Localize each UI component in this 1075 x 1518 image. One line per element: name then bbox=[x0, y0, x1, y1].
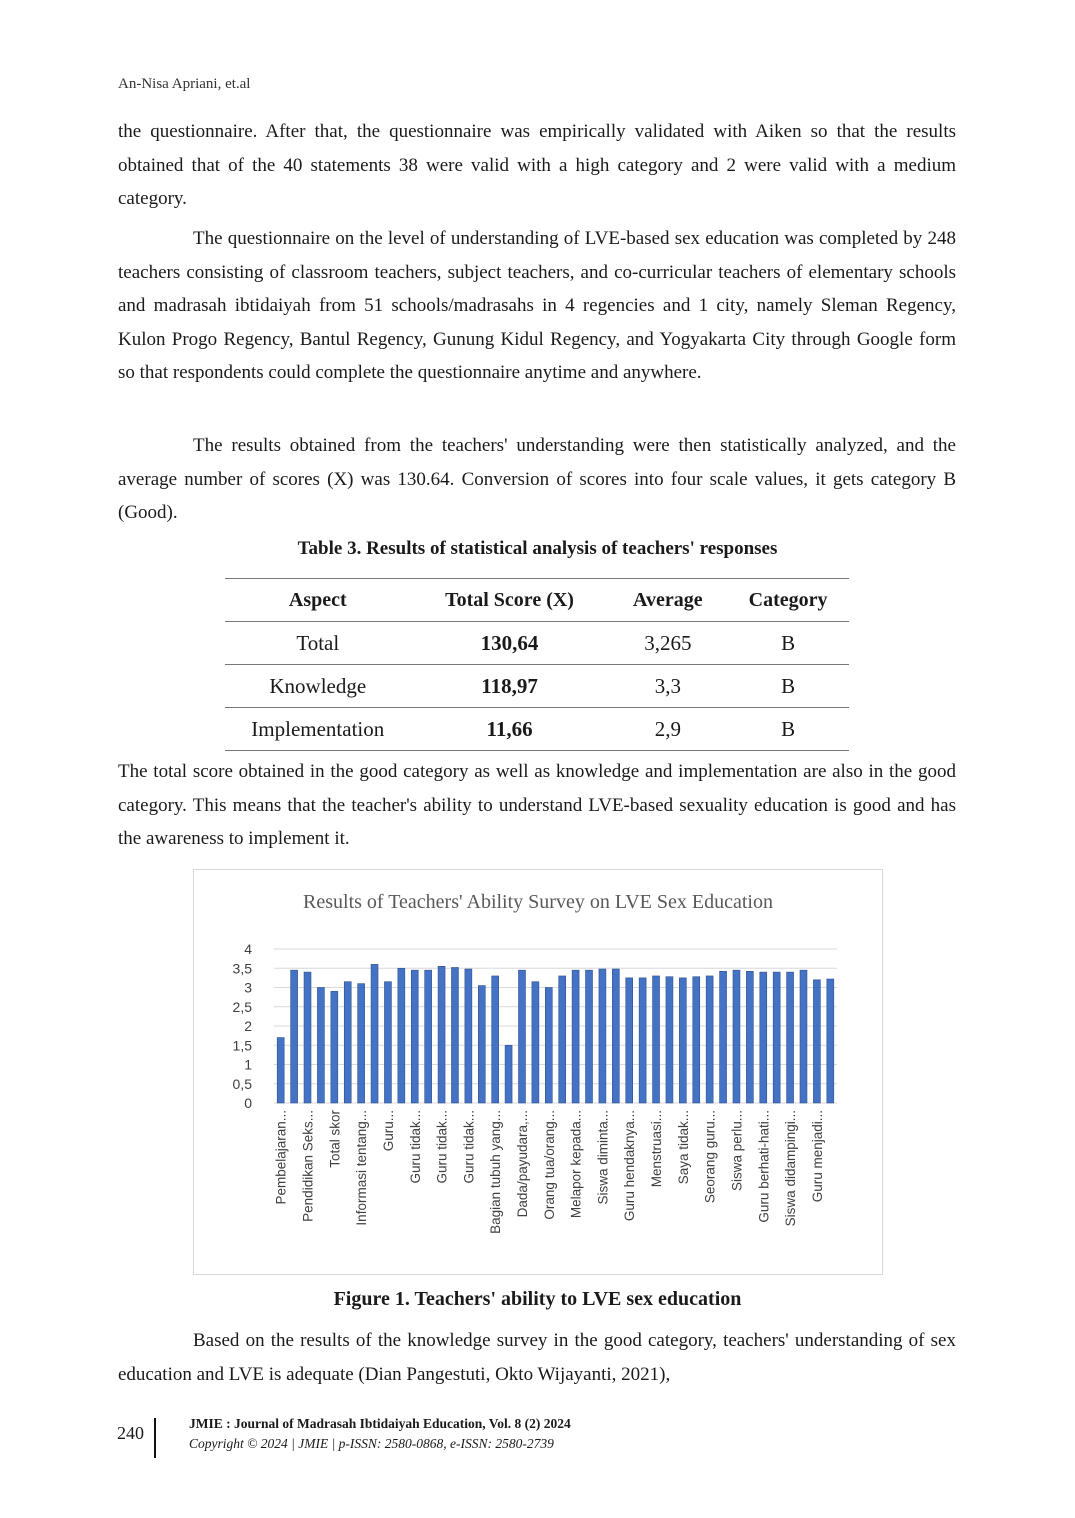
table-cell: Total bbox=[225, 622, 411, 665]
bar bbox=[277, 1038, 284, 1103]
x-tick-label: Guru tidak... bbox=[461, 1110, 477, 1184]
paragraph-3: The results obtained from the teachers' understanding were then statistically analyzed, and the average number of scores (X) was 130.64. Conversion of scores into four scale values, it gets category B (Good). bbox=[118, 435, 956, 523]
x-tick-label: Pendidikan Seks... bbox=[300, 1110, 316, 1222]
bar bbox=[626, 978, 633, 1103]
figure-caption: Figure 1. Teachers' ability to LVE sex education bbox=[333, 1288, 742, 1310]
table-cell: Implementation bbox=[225, 708, 411, 751]
paragraph-5: Based on the results of the knowledge survey in the good category, teachers' understanding of sex education and LVE is adequate (Dian Pangestuti, Okto Wijayanti, 2021), bbox=[118, 1330, 956, 1385]
bar bbox=[545, 988, 552, 1104]
table-cell: Knowledge bbox=[225, 665, 411, 708]
x-tick-label: Siswa diminta... bbox=[595, 1110, 611, 1205]
bar bbox=[451, 967, 458, 1103]
y-tick-label: 3,5 bbox=[232, 960, 252, 977]
x-tick-label: Menstruasi... bbox=[649, 1110, 665, 1188]
y-tick-label: 3 bbox=[244, 979, 252, 996]
bar bbox=[639, 978, 646, 1103]
table-cell: 3,3 bbox=[609, 665, 728, 708]
bar bbox=[693, 977, 700, 1103]
table-cell: B bbox=[727, 665, 849, 708]
bar bbox=[827, 979, 834, 1103]
x-tick-label: Orang tua/orang... bbox=[541, 1110, 557, 1220]
table-cell: 3,265 bbox=[609, 622, 728, 665]
table-cell: B bbox=[727, 708, 849, 751]
bar bbox=[478, 986, 485, 1103]
bar bbox=[787, 972, 794, 1103]
y-tick-label: 4 bbox=[244, 941, 252, 957]
x-tick-label: Informasi tentang... bbox=[354, 1110, 370, 1226]
bar bbox=[371, 964, 378, 1103]
table-header-cell: Total Score (X) bbox=[411, 579, 609, 622]
bar bbox=[304, 972, 311, 1103]
paragraph-1: the questionnaire. After that, the questionnaire was empirically validated with Aiken so that the results obtained that of the 40 statements 38 were valid with a high category and 2 were valid with a medium category. bbox=[118, 121, 956, 209]
bar bbox=[746, 971, 753, 1103]
table-header-cell: Aspect bbox=[225, 579, 411, 622]
table-cell: 130,64 bbox=[411, 622, 609, 665]
bar bbox=[706, 976, 713, 1103]
x-tick-label: Guru menjadi... bbox=[809, 1110, 825, 1203]
x-tick-label: Melapor kepada... bbox=[568, 1110, 584, 1219]
bar bbox=[465, 969, 472, 1103]
bar bbox=[733, 970, 740, 1103]
bar-chart bbox=[193, 869, 883, 1275]
table-cell: 2,9 bbox=[609, 708, 728, 751]
y-tick-label: 0 bbox=[244, 1095, 252, 1111]
running-head: An-Nisa Apriani, et.al bbox=[118, 76, 251, 92]
chart-title: Results of Teachers' Ability Survey on LVE Sex Education bbox=[303, 891, 773, 913]
footer-copyright: Copyright © 2024 | JMIE | p-ISSN: 2580-0868, e-ISSN: 2580-2739 bbox=[189, 1436, 554, 1451]
bar bbox=[679, 978, 686, 1103]
bar bbox=[398, 968, 405, 1103]
y-tick-label: 2 bbox=[244, 1018, 252, 1034]
bar bbox=[519, 970, 526, 1103]
paragraph-2: The questionnaire on the level of understanding of LVE-based sex education was completed by 248 teachers consisting of classroom teachers, subject teachers, and co-curricular teachers of elementary schools and madrasah ibtidaiyah from 51 schools/madrasahs in 4 regencies and 1 city, namely Sleman Regency, Kulon Progo Regency, Bantul Regency, Gunung Kidul Regency, and Yogyakarta City through Google form so that respondents could complete the questionnaire anytime and anywhere. bbox=[118, 228, 956, 383]
bar bbox=[358, 984, 365, 1103]
bar bbox=[411, 970, 418, 1103]
bar bbox=[800, 970, 807, 1103]
statistics-table bbox=[225, 578, 849, 751]
paragraph-4: The total score obtained in the good category as well as knowledge and implementation are also in the good category. This means that the teacher's ability to understand LVE-based sexuality education is good and has the awareness to implement it. bbox=[118, 761, 956, 849]
y-tick-label: 1,5 bbox=[232, 1037, 252, 1054]
y-tick-label: 1 bbox=[244, 1056, 252, 1073]
x-tick-label: Seorang guru... bbox=[702, 1110, 718, 1204]
x-tick-label: Siswa didampingi... bbox=[783, 1110, 799, 1227]
chart-svg bbox=[194, 870, 882, 1274]
x-tick-label: Guru berhati-hati... bbox=[756, 1110, 772, 1223]
bar bbox=[773, 972, 780, 1103]
table-row bbox=[225, 665, 849, 708]
bar bbox=[760, 972, 767, 1103]
x-tick-label: Guru... bbox=[380, 1110, 396, 1152]
table-row bbox=[225, 708, 849, 751]
x-tick-label: Guru hendaknya... bbox=[622, 1110, 638, 1222]
x-tick-label: Siswa perlu... bbox=[729, 1110, 745, 1192]
table-header-row bbox=[225, 579, 849, 622]
table-cell: 118,97 bbox=[411, 665, 609, 708]
bar bbox=[572, 970, 579, 1103]
x-tick-label: Dada/payudara,... bbox=[514, 1110, 530, 1218]
table-title: Table 3. Results of statistical analysis of teachers' responses bbox=[297, 538, 778, 559]
table-header-cell: Average bbox=[609, 579, 728, 622]
footer-divider bbox=[154, 1418, 156, 1458]
bar bbox=[612, 969, 619, 1103]
bar bbox=[599, 969, 606, 1103]
page-number: 240 bbox=[117, 1423, 144, 1443]
bar bbox=[438, 966, 445, 1103]
bar bbox=[559, 976, 566, 1103]
table-header-cell: Category bbox=[727, 579, 849, 622]
x-tick-label: Guru tidak... bbox=[407, 1110, 423, 1184]
x-tick-label: Guru tidak... bbox=[434, 1110, 450, 1184]
footer-journal: JMIE : Journal of Madrasah Ibtidaiyah Education, Vol. 8 (2) 2024 bbox=[189, 1416, 571, 1431]
bar bbox=[425, 970, 432, 1103]
y-tick-label: 2,5 bbox=[232, 998, 252, 1015]
x-tick-label: Saya tidak... bbox=[675, 1110, 691, 1185]
bar bbox=[492, 976, 499, 1103]
x-tick-label: Bagian tubuh yang... bbox=[488, 1110, 504, 1234]
bar bbox=[653, 976, 660, 1103]
bar bbox=[666, 977, 673, 1103]
bar bbox=[532, 982, 539, 1103]
table-cell: 11,66 bbox=[411, 708, 609, 751]
bar bbox=[344, 982, 351, 1103]
x-tick-label: Total skor bbox=[327, 1110, 343, 1168]
bar bbox=[317, 988, 324, 1104]
bar bbox=[505, 1045, 512, 1103]
bar bbox=[384, 982, 391, 1103]
bar bbox=[291, 970, 298, 1103]
bar bbox=[331, 991, 338, 1103]
y-tick-label: 0,5 bbox=[232, 1075, 252, 1092]
bar bbox=[720, 971, 727, 1103]
table-row bbox=[225, 622, 849, 665]
bar bbox=[586, 970, 593, 1103]
x-tick-label: Pembelajaran... bbox=[273, 1110, 289, 1205]
table-cell: B bbox=[727, 622, 849, 665]
bar bbox=[813, 980, 820, 1103]
